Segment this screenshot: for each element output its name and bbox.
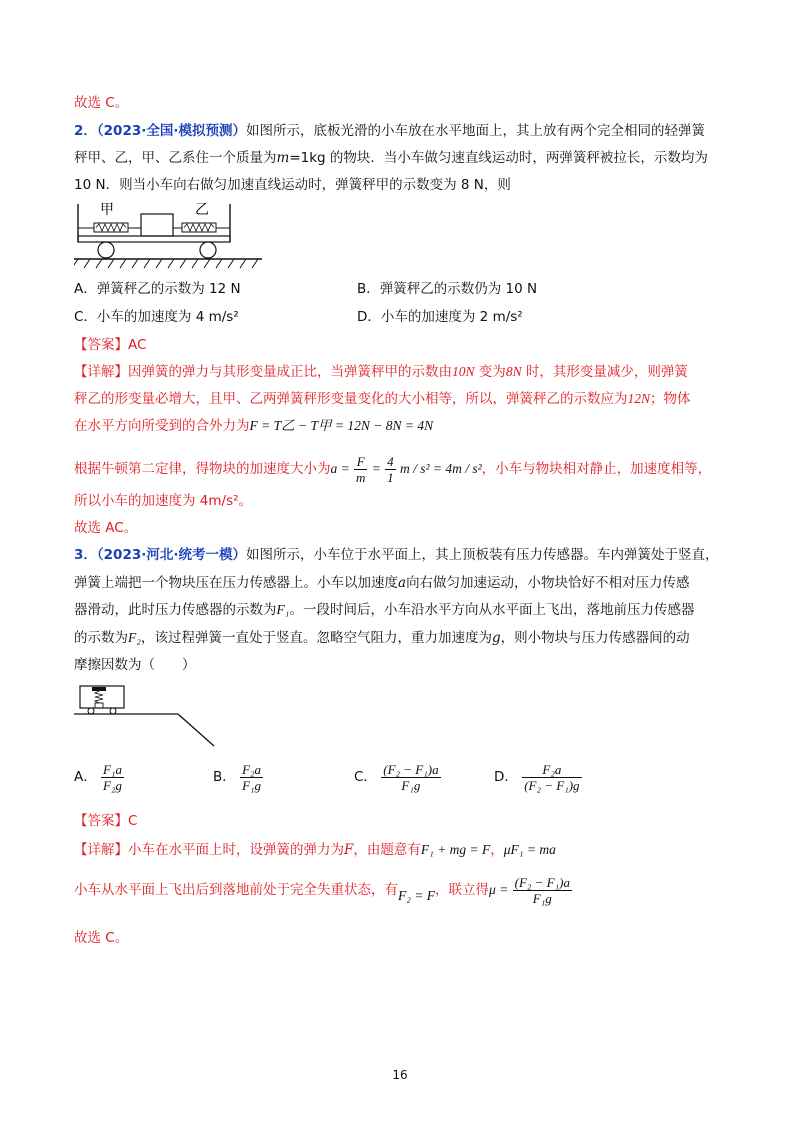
question-text: 弹簧上端把一个物块压在压力传感器上。小车以加速度 — [74, 575, 398, 591]
option-a[interactable]: A． $\frac{\text{F₁a}}{\text{F₂g}}$ — [74, 761, 123, 793]
question-2-line-3: 10 N．则当小车向右做匀加速直线运动时，弹簧秤甲的示数变为 8 N，则 — [74, 177, 511, 193]
question-2-line-1 — [74, 121, 705, 141]
question-3-line-3 — [74, 600, 694, 620]
question-text: 如图所示，小车位于水平面上，其上顶板装有压力传感器。车内弹簧处于竖直， — [246, 547, 719, 563]
explanation-text: 【详解】小车在水平面上时，设弹簧的弹力为 — [74, 842, 344, 858]
question-number: 3． — [74, 547, 97, 563]
explanation-text: 根据牛顿第二定律，得物块的加速度大小为 — [74, 461, 331, 477]
answer-q3: 【答案】C — [74, 813, 138, 829]
fraction-4-over-1: $\frac{4}{1}$ — [387, 453, 394, 485]
math-var: g — [491, 630, 501, 646]
explanation-text: 在水平方向所受到的合外力为 — [74, 418, 250, 434]
question-text: 秤甲、乙，甲、乙系住一个质量为 — [74, 150, 277, 166]
question-text: 的示数为 — [74, 630, 128, 646]
page-number: 16 — [392, 1068, 408, 1082]
fraction-f-over-m: $\frac{F}{m}$ — [356, 453, 366, 485]
question-text: ，则小物块与压力传感器间的动 — [500, 630, 690, 646]
explanation-text: ，小车与物块相对静止，加速度相等， — [481, 461, 712, 477]
question-source: （2023·河北·统考一模） — [96, 547, 246, 563]
answer-conclusion-q1: 故选 C。 — [74, 95, 129, 111]
explanation-q3-line-2 — [74, 872, 572, 914]
fraction-mu: $\frac{\text{(F₂ − F₁)a}}{\text{F₁g}}$ — [514, 874, 570, 906]
explanation-text: ，由题意有 — [353, 842, 421, 858]
math-expr: m / s² = 4m / s² — [399, 461, 482, 476]
question-number: 2． — [74, 123, 97, 139]
question-3-line-4 — [74, 628, 690, 648]
explanation-text: 时，其形变量减少，则弹簧 — [521, 364, 688, 380]
cart-springs-figure — [74, 198, 264, 270]
explanation-text: ，联立得 — [435, 882, 490, 898]
math-expr: F = T乙 − T甲 = 12N − 8N = 4N — [249, 418, 434, 433]
answer-conclusion-q3: 故选 C。 — [74, 930, 129, 946]
question-text: 。一段时间后，小车沿水平方向从水平面上飞出，落地前压力传感器 — [289, 602, 695, 618]
explanation-q3-line-1 — [74, 840, 556, 860]
question-3-line-2 — [74, 573, 690, 593]
option-c[interactable]: C．小车的加速度为 4 m/s² — [74, 309, 239, 325]
question-source: （2023·全国·模拟预测） — [96, 123, 246, 139]
explanation-text: 【详解】因弹簧的弹力与其形变量成正比，当弹簧秤甲的示数由 — [74, 364, 452, 380]
math-expr: F₂ = F — [398, 888, 436, 903]
explanation-q2-line-5: 所以小车的加速度为 4m/s²。 — [74, 493, 253, 509]
math-expr: a = — [330, 461, 350, 476]
explanation-text: ， — [490, 842, 504, 858]
math-var: F₁ — [276, 602, 290, 617]
option-d[interactable]: D． $\frac{\text{F₂a}}{\text{(F₂ − F₁)g}}$ — [494, 761, 580, 793]
explanation-text: ；物体 — [650, 391, 691, 407]
math-expr: 10N — [452, 364, 475, 379]
question-2-line-2 — [74, 148, 708, 168]
explanation-q2-line-3 — [74, 416, 433, 436]
answer-conclusion-q2: 故选 AC。 — [74, 520, 138, 536]
cart-sensor-figure — [70, 684, 220, 748]
math-expr: μ = — [489, 882, 509, 897]
math-expr: = — [371, 461, 381, 476]
question-3-line-1 — [74, 545, 719, 565]
option-d[interactable]: D．小车的加速度为 2 m/s² — [357, 309, 523, 325]
explanation-text: 变为 — [474, 364, 506, 380]
question-text: ，该过程弹簧一直处于竖直。忽略空气阻力，重力加速度为 — [140, 630, 492, 646]
math-expr: F₁ + mg = F — [420, 842, 491, 857]
option-b[interactable]: B． $\frac{\text{F₂a}}{\text{F₁g}}$ — [213, 761, 262, 793]
math-var: F — [344, 842, 354, 858]
math-expr: 8N — [505, 364, 522, 379]
answer-q2: 【答案】AC — [74, 337, 147, 353]
math-expr: μF₁ = ma — [503, 842, 556, 857]
math-var: a — [398, 575, 407, 591]
question-text: =1kg 的物块．当小车做匀速直线运动时，两弹簧秤被拉长，示数均为 — [289, 150, 708, 166]
label-jia: 甲 — [100, 202, 114, 218]
explanation-q2-line-1 — [74, 362, 688, 382]
option-c[interactable]: C． $\frac{\text{(F₂ − F₁)a}}{\text{F₁g}}$ — [354, 761, 439, 793]
label-yi: 乙 — [195, 202, 209, 218]
option-a[interactable]: A．弹簧秤乙的示数为 12 N — [74, 281, 241, 297]
explanation-text: 秤乙的形变量必增大，且甲、乙两弹簧秤形变量变化的大小相等，所以，弹簧秤乙的示数应为 — [74, 391, 628, 407]
math-var: m — [276, 150, 290, 166]
question-text: 器滑动，此时压力传感器的示数为 — [74, 602, 277, 618]
explanation-text: 小车从水平面上飞出后到落地前处于完全失重状态，有 — [74, 882, 398, 898]
question-text: 向右做匀加速运动，小物块恰好不相对压力传感 — [406, 575, 690, 591]
option-b[interactable]: B．弹簧秤乙的示数仍为 10 N — [357, 281, 538, 297]
question-3-line-5: 摩擦因数为（ ） — [74, 657, 196, 673]
explanation-q2-line-2 — [74, 389, 691, 409]
math-var: F₂ — [128, 630, 141, 645]
explanation-q2-line-4 — [74, 451, 711, 487]
math-expr: 12N — [627, 391, 651, 406]
question-text: 如图所示，底板光滑的小车放在水平地面上，其上放有两个完全相同的轻弹簧 — [246, 123, 705, 139]
